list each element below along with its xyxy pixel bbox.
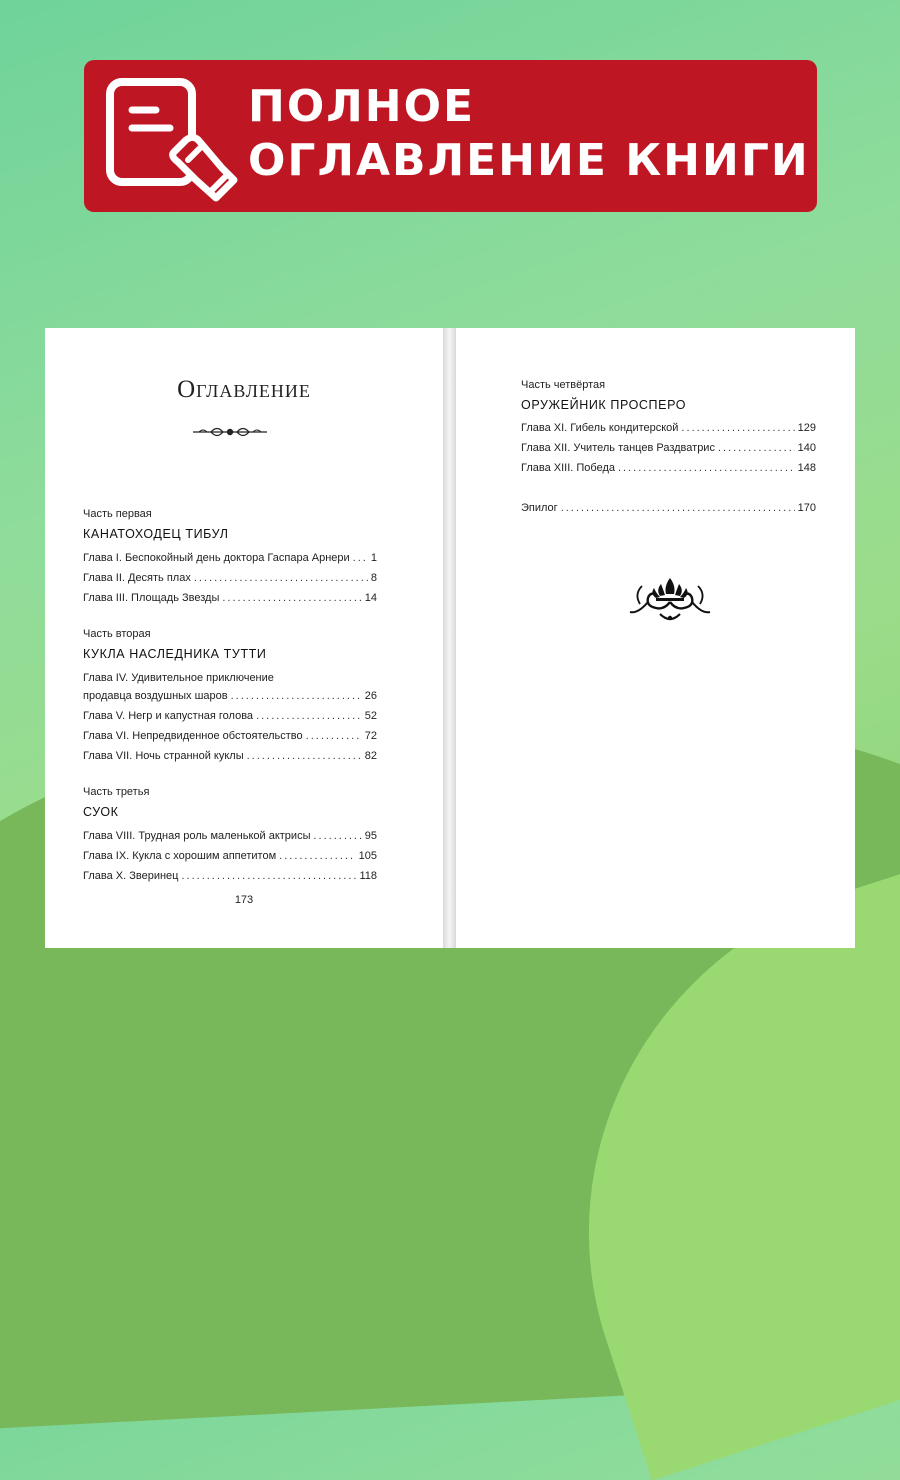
toc-entry[interactable] <box>83 690 377 702</box>
leader-dots <box>313 830 361 842</box>
chapter-title: Глава VII. Ночь странной куклы <box>83 750 244 762</box>
banner-title <box>248 80 810 188</box>
leader-dots <box>247 750 362 762</box>
chapter-title: Глава V. Негр и капустная голова <box>83 710 254 722</box>
chapter-title: Глава VI. Непредвиденное обстоятельство <box>83 730 303 742</box>
chapter-page: 105 <box>358 850 377 862</box>
leader-dots <box>256 710 362 722</box>
chapter-page: 118 <box>359 870 377 882</box>
chapter-page: 140 <box>797 442 816 454</box>
toc-entry-epilogue[interactable] <box>521 502 816 514</box>
toc-entry[interactable] <box>83 870 377 882</box>
leader-dots <box>681 422 794 434</box>
chapter-title: Глава XII. Учитель танцев Раздватрис <box>521 442 715 454</box>
part-title: СУОК <box>83 805 119 819</box>
chapter-title: продавца воздушных шаров <box>83 690 228 702</box>
toc-entry[interactable] <box>83 850 377 862</box>
toc-entry[interactable] <box>83 750 377 762</box>
leader-dots <box>279 850 355 862</box>
leader-dots <box>618 462 795 474</box>
toc-entry[interactable] <box>83 572 377 584</box>
part-title: КУКЛА НАСЛЕДНИКА ТУТТИ <box>83 647 267 661</box>
chapter-page: 52 <box>364 710 377 722</box>
chapter-page: 72 <box>364 730 377 742</box>
toc-entry[interactable] <box>521 442 816 454</box>
leader-dots <box>222 592 361 604</box>
toc-entry[interactable] <box>83 830 377 842</box>
toc-entry[interactable] <box>521 462 816 474</box>
chapter-page: 1 <box>370 552 377 564</box>
part-title: ОРУЖЕЙНИК ПРОСПЕРО <box>521 398 687 412</box>
chapter-title: Глава II. Десять плах <box>83 572 191 584</box>
chapter-page: 8 <box>370 572 377 584</box>
leader-dots <box>718 442 795 454</box>
left-page <box>45 328 443 948</box>
part-label: Часть третья <box>83 786 150 798</box>
chapter-page: 82 <box>364 750 377 762</box>
page-title: Оглавление <box>177 376 311 403</box>
leader-dots <box>194 572 368 584</box>
banner-line-2: ОГЛАВЛЕНИЕ КНИГИ <box>248 135 810 186</box>
leader-dots <box>231 690 362 702</box>
chapter-page: 95 <box>364 830 377 842</box>
ornament-divider-icon <box>191 424 269 440</box>
chapter-title: Глава I. Беспокойный день доктора Гаспара Арнери <box>83 552 350 564</box>
right-page <box>456 328 855 948</box>
toc-entry[interactable] <box>83 710 377 722</box>
chapter-page: 148 <box>797 462 816 474</box>
leader-dots <box>353 552 368 564</box>
part-title: КАНАТОХОДЕЦ ТИБУЛ <box>83 527 229 541</box>
part-label: Часть четвёртая <box>521 379 606 391</box>
epilogue-title: Эпилог <box>521 502 558 514</box>
chapter-page: 129 <box>797 422 816 434</box>
chapter-title: Глава IX. Кукла с хорошим аппетитом <box>83 850 277 862</box>
chapter-title-line: Глава IV. Удивительное приключение <box>83 672 274 684</box>
chapter-title: Глава X. Зверинец <box>83 870 179 882</box>
toc-entry[interactable] <box>83 730 377 742</box>
part-label: Часть вторая <box>83 628 151 640</box>
banner-line-1: ПОЛНОЕ <box>248 81 476 132</box>
toc-entry[interactable] <box>521 422 816 434</box>
epilogue-page: 170 <box>797 502 816 514</box>
toc-entry[interactable] <box>83 592 377 604</box>
page-number: 173 <box>234 894 254 906</box>
chapter-title: Глава XIII. Победа <box>521 462 615 474</box>
book-spine <box>443 328 456 948</box>
leader-dots <box>561 502 795 514</box>
chapter-page: 26 <box>364 690 377 702</box>
chapter-page: 14 <box>364 592 377 604</box>
chapter-title: Глава XI. Гибель кондитерской <box>521 422 679 434</box>
chapter-title: Глава III. Площадь Звезды <box>83 592 220 604</box>
leader-dots <box>306 730 362 742</box>
chapter-title: Глава VIII. Трудная роль маленькой актрисы <box>83 830 311 842</box>
ornament-flourish-icon <box>628 574 712 628</box>
leader-dots <box>181 870 356 882</box>
toc-entry[interactable] <box>83 552 377 564</box>
part-label: Часть первая <box>83 508 152 520</box>
document-hand-icon <box>104 76 240 202</box>
